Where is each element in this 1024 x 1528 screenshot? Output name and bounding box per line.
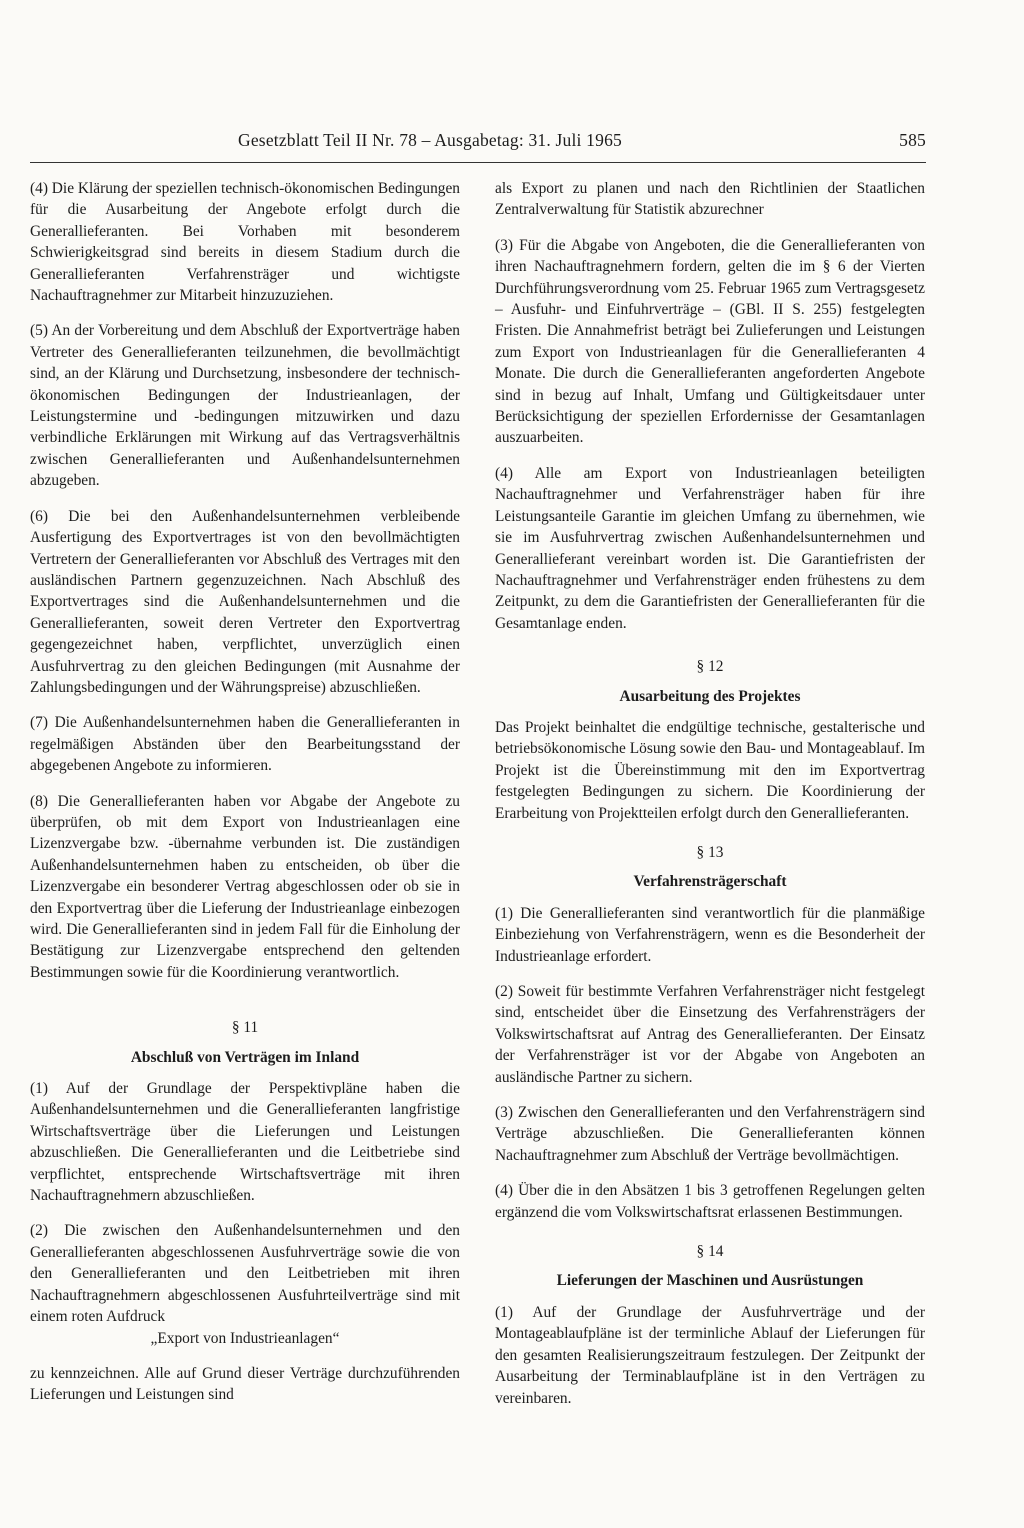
paragraph-10-4: (4) Die Klärung der speziellen technisch-ökonomischen Bedingungen für die Ausarbeitung der Angebote erfolgt durch die Generallieferanten. Bei Vorhaben mit besonderem Schwierigkeitsgrad sind bereits in diesem Stadium durch die Generallieferanten Verfahrensträger und wichtigste Nachauftragnehmer zur Mitarbeit hinzuzuziehen. [30,180,460,305]
paragraph-13-2: (2) Soweit für bestimmte Verfahren Verfahrensträger nicht festgelegt sind, entscheidet über die Einsetzung des Verfahrensträgers der Volkswirtschaftsrat auf Antrag des Generallieferanten. Der Einsatz der Verfahrensträger ist vor der Abgabe von Angeboten an ausländische Partner zu sichern. [495,983,925,1086]
left-column [30,178,460,1420]
page-header [30,130,926,156]
section-13-number: § 13 [696,843,724,861]
section-11-number: § 11 [231,1019,259,1037]
right-column [495,178,925,1423]
paragraph-14-1: (1) Auf der Grundlage der Ausfuhrverträge und der Montageablaufpläne ist der terminliche Ablauf der Lieferungen für den gesamten Realisierungszeitraum festzulegen. Der Zeitpunkt der Ausarbeitung der Terminablaufpläne ist in den Verträgen zu vereinbaren. [495,1303,925,1407]
paragraph-13-1: (1) Die Generallieferanten sind verantwortlich für die planmäßige Einbeziehung von Verfahrensträgern, wenn es die Besonderheit der Industrieanlage erfordert. [495,904,925,965]
paragraph-11-4: (4) Alle am Export von Industrieanlagen beteiligten Nachauftragnehmer und Verfahrensträger haben für ihre Leistungsanteile Garantie im gleichen Umfang zu übernehmen, wie sie im Ausfuhrvertrag zwischen Außenhandelsunternehmen und Generallieferant vereinbart worden ist. Die Garantiefristen der Nachauftragnehmer und Verfahrensträger enden frühestens zu dem Zeitpunkt, zu dem die Garantiefristen der Generallieferanten für die Gesamtanlage enden. [495,464,925,632]
section-14-number: § 14 [696,1243,724,1261]
paragraph-10-6: (6) Die bei den Außenhandelsunternehmen verbleibende Ausfertigung des Exportvertrages ist von den bevollmächtigten Vertretern der Generallieferanten vor Abschluß des Vertrages mit den ausländischen Partnern gegenzuzeichnen. Nach Abschluß des Exportvertrages sind die Außenhandelsunternehmen und die Generallieferanten, soweit deren Vertreter den Exportvertrag gegengezeichnet haben, verpflichtet, unverzüglich einen Ausfuhrvertrag zu den gleichen Bedingungen (mit Ausnahme der Zahlungsbedingungen und der Währungspreise) abzuschließen. [30,507,460,696]
paragraph-11-1: (1) Auf der Grundlage der Perspektivpläne haben die Außenhandelsunternehmen und die Generallieferanten langfristige Wirtschaftsverträge über die Lieferungen und Leistungen abzuschließen. Die Generallieferanten und die Leitbetriebe sind verpflichtet, entsprechende Wirtschaftsverträge mit ihren Nachauftragnehmern abzuschließen. [30,1080,460,1205]
paragraph-13-3: (3) Zwischen den Generallieferanten und den Verfahrensträgern sind Verträge abzuschließen. Die Generallieferanten können Nachauftragnehmer zum Abschluß der Verträge bevollmächtigen. [495,1104,925,1164]
section-12-title: Ausarbeitung des Projektes [619,687,801,705]
red-imprint-quote: „Export von Industrieanlagen“ [150,1329,340,1347]
paragraph-12: Das Projekt beinhaltet die endgültige technische, gestalterische und betriebsökonomische Lösung sowie den Bau- und Montageablauf. Im Projekt ist die Übereinstimmung mit den im Exportvertrag festgelegten Bedingungen zu sichern. Die Koordinierung der Erarbeitung von Projektteilen erfolgt durch den Generallieferanten. [495,718,925,822]
section-12-number: § 12 [696,658,724,676]
header-title: Gesetzblatt Teil II Nr. 78 – Ausgabetag: 31. Juli 1965 [238,130,622,150]
paragraph-11-2-end: als Export zu planen und nach den Richtlinien der Staatlichen Zentralverwaltung für Statistik abzurechner [495,180,925,219]
paragraph-10-5: (5) An der Vorbereitung und dem Abschluß der Exportverträge haben Vertreter des Generallieferanten teilzunehmen, die bevollmächtigt sind, an der Klärung und Durchsetzung, insbesondere der technisch-ökonomischen Bedingungen der Industrieanlagen, der Leistungstermine und -bedingungen mitzuwirken und dazu verbindliche Erklärungen mit Wirkung auf das Vertragsverhältnis zwischen Generallieferanten und Außenhandelsunternehmen abzugeben. [30,322,460,490]
page-number: 585 [899,130,926,150]
paragraph-10-8: (8) Die Generallieferanten haben vor Abgabe der Angebote zu überprüfen, ob mit dem Export von Industrieanlagen eine Lizenzvergabe bzw. -übernahme verbunden ist. Die zuständigen Außenhandelsunternehmen haben zu entscheiden, ob über die Lizenzvergabe ein besonderer Vertrag abgeschlossen oder ob sie in den Exportvertrag über die Lieferung der Industrieanlage einbezogen wird. Die Generallieferanten sind in jedem Fall für die Einholung der Bestätigung zur Lizenzvergabe entsprechend den geltenden Bestimmungen sowie für die Koordinierung verantwortlich. [30,792,460,981]
paragraph-10-7: (7) Die Außenhandelsunternehmen haben die Generallieferanten in regelmäßigen Abständen über den Bearbeitungsstand der abgegebenen Angebote zu informieren. [30,714,460,775]
section-14-title: Lieferungen der Maschinen und Ausrüstungen [556,1272,864,1290]
section-13-title: Verfahrensträgerschaft [633,873,787,891]
paragraph-11-2-continued: zu kennzeichnen. Alle auf Grund dieser Verträge durchzuführenden Lieferungen und Leistungen sind [30,1364,460,1404]
paragraph-13-4: (4) Über die in den Absätzen 1 bis 3 getroffenen Regelungen gelten ergänzend die vom Volkswirtschaftsrat erlassenen Bestimmungen. [495,1182,925,1221]
paragraph-11-3: (3) Für die Abgabe von Angeboten, die die Generallieferanten von ihren Nachauftragnehmern fordern, gelten die im § 6 der Vierten Durchführungsverordnung vom 25. Februar 1965 zum Vertragsgesetz – Ausfuhr- und Einfuhrverträge – (GBl. II S. 255) festgelegten Fristen. Die Annahmefrist beträgt bei Zulieferungen und Leistungen zum Export von Industrieanlagen für die Generallieferanten 4 Monate. Die durch die Generallieferanten angeforderten Angebote sind in bezug auf Inhalt, Umfang und Gültigkeitsdauer unter Berücksichtigung der speziellen Erfordernisse der Gesamtanlagen auszuarbeiten. [495,236,925,447]
header-rule [30,162,926,163]
paragraph-11-2: (2) Die zwischen den Außenhandelsunternehmen und den Generallieferanten abgeschlossenen Ausfuhrverträge sowie die von den Generallieferanten und den Leitbetrieben mit ihren Nachauftragnehmern abgeschlossenen Ausfuhrteilverträge sind mit einem roten Aufdruck [30,1222,460,1326]
section-11-title: Abschluß von Verträgen im Inland [130,1048,360,1066]
